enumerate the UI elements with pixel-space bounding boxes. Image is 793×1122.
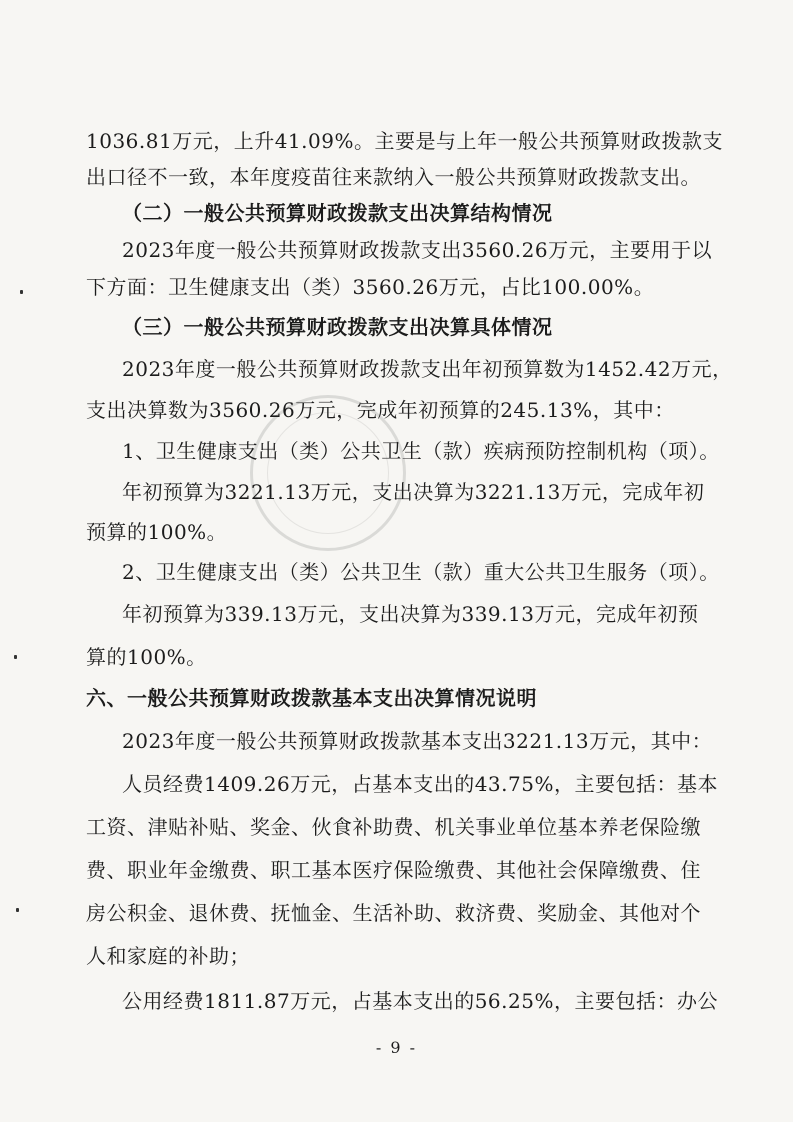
paragraph-line: 2023年度一般公共预算财政拨款基本支出3221.13万元，其中：: [122, 729, 713, 753]
scan-speck: [14, 655, 17, 659]
paragraph-line: 2023年度一般公共预算财政拨款支出3560.26万元，主要用于以: [122, 238, 713, 262]
paragraph-line: 预算的100%。: [86, 520, 228, 544]
scan-speck: [20, 290, 23, 294]
paragraph-line: 1036.81万元，上升41.09%。主要是与上年一般公共预算财政拨款支: [86, 129, 723, 153]
paragraph-line: 公用经费1811.87万元，占基本支出的56.25%，主要包括：办公: [122, 989, 718, 1013]
section-heading: 六、一般公共预算财政拨款基本支出决算情况说明: [86, 686, 537, 710]
section-heading: （三）一般公共预算财政拨款支出决算具体情况: [122, 315, 553, 339]
paragraph-line: 年初预算为339.13万元，支出决算为339.13万元，完成年初预: [122, 602, 699, 626]
paragraph-line: 费、职业年金缴费、职工基本医疗保险缴费、其他社会保障缴费、住: [86, 858, 701, 882]
scan-speck: [16, 908, 19, 912]
paragraph-line: 2023年度一般公共预算财政拨款支出年初预算数为1452.42万元，: [122, 357, 733, 381]
paragraph-line: 年初预算为3221.13万元，支出决算为3221.13万元，完成年初: [122, 480, 705, 504]
paragraph-line: 出口径不一致，本年度疫苗往来款纳入一般公共预算财政拨款支出。: [86, 165, 701, 189]
list-item: 2、卫生健康支出（类）公共卫生（款）重大公共卫生服务（项）。: [122, 560, 720, 584]
paragraph-line: 支出决算数为3560.26万元，完成年初预算的245.13%，其中：: [86, 398, 675, 422]
section-heading: （二）一般公共预算财政拨款支出决算结构情况: [122, 201, 553, 225]
list-item: 1、卫生健康支出（类）公共卫生（款）疾病预防控制机构（项）。: [122, 439, 720, 463]
page-number: - 9 -: [375, 1038, 418, 1057]
paragraph-line: 下方面：卫生健康支出（类）3560.26万元，占比100.00%。: [86, 275, 655, 299]
paragraph-line: 工资、津贴补贴、奖金、伙食补助费、机关事业单位基本养老保险缴: [86, 815, 701, 839]
paragraph-line: 人和家庭的补助；: [86, 944, 250, 968]
paragraph-line: 房公积金、退休费、抚恤金、生活补助、救济费、奖励金、其他对个: [86, 901, 701, 925]
paragraph-line: 人员经费1409.26万元，占基本支出的43.75%，主要包括：基本: [122, 772, 718, 796]
paragraph-line: 算的100%。: [86, 645, 207, 669]
